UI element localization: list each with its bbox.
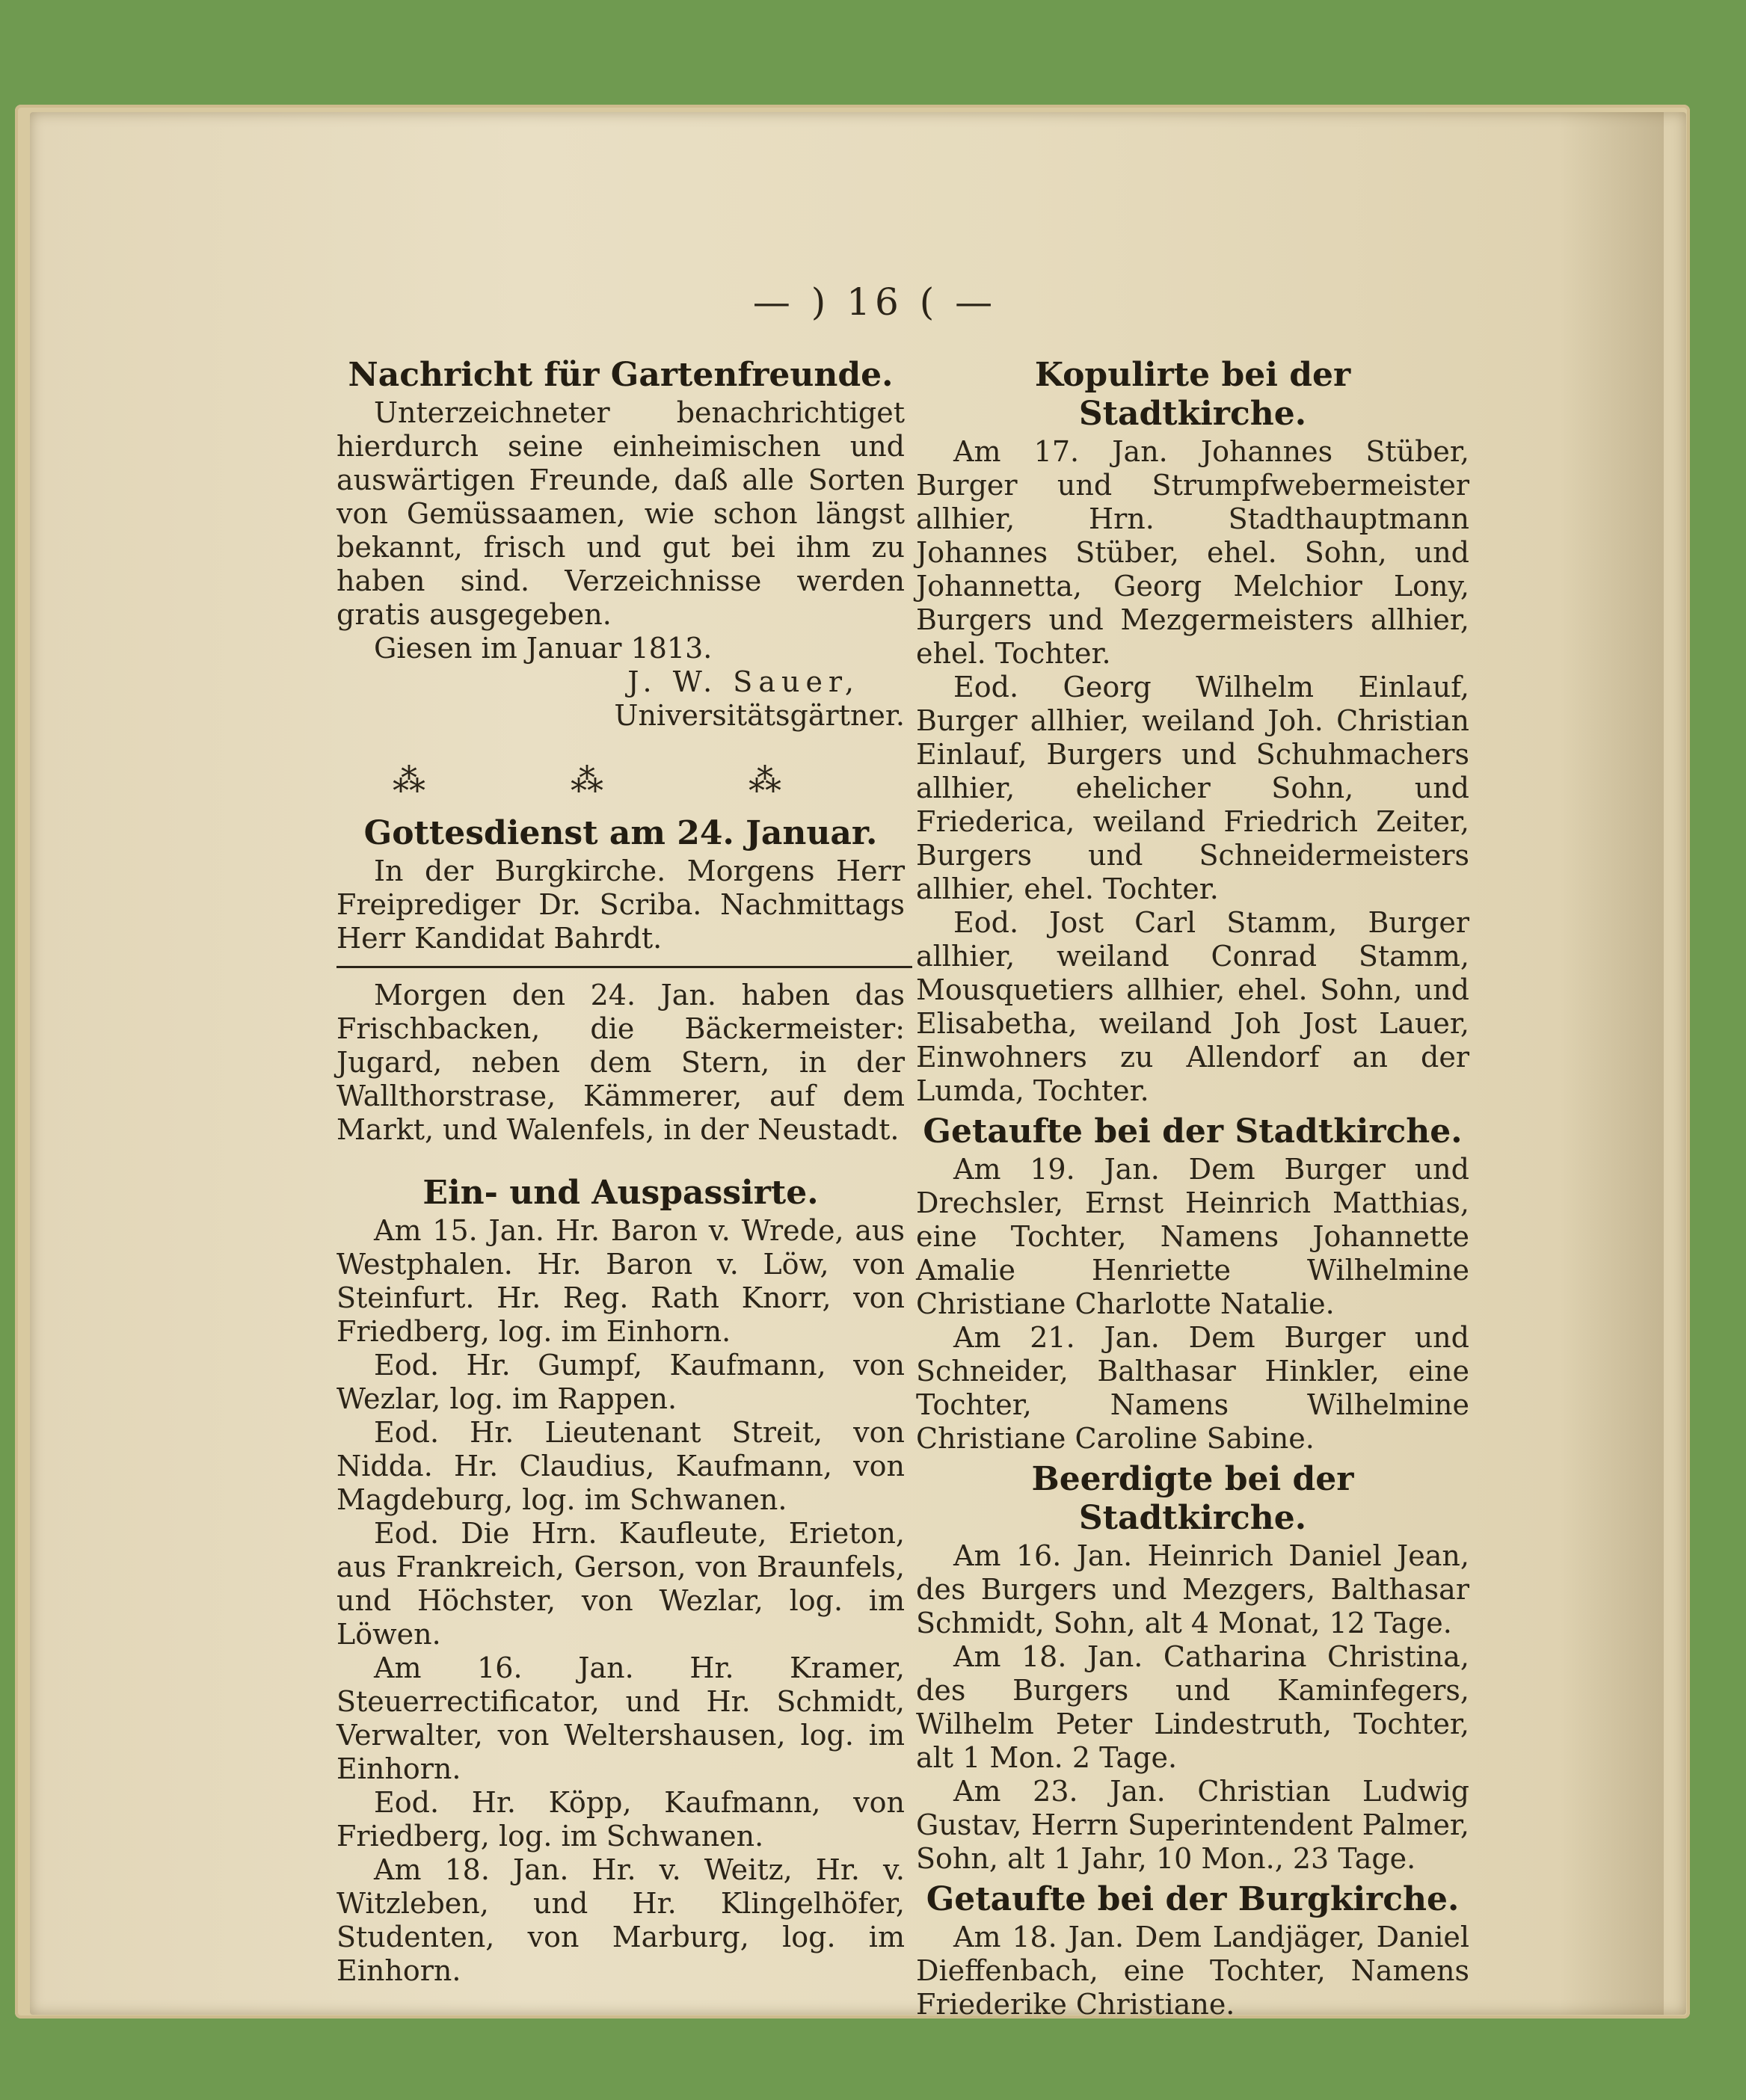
signature-title: Universitätsgärtner. [614,699,905,732]
travelers-entry: Am 18. Jan. Hr. v. Weitz, Hr. v. Witzleben, und Hr. Klingelhöfer, Studenten, von Marburg, log. im Einhorn. [336,1853,905,1987]
travelers-entry: Eod. Hr. Köpp, Kaufmann, von Friedberg, log. im Schwanen. [336,1786,905,1853]
ornament-divider: ⁂ ⁂ ⁂ [393,762,849,800]
garden-notice-text: Unterzeichneter benachrichtiget hierdurch seine einheimischen und auswärtigen Freunde, daß alle Sorten von Gemüssaamen, wie schon längst bekannt, frisch und gut bei ihm zu haben sind. Verzeichnisse werden gratis ausgegeben. [336,396,905,631]
travelers-entry: Am 15. Jan. Hr. Baron v. Wrede, aus Westphalen. Hr. Baron v. Löw, von Steinfurt. Hr. Reg. Rath Knorr, von Friedberg, log. im Einhorn. [336,1214,905,1348]
horizontal-rule [336,966,912,968]
travelers-entry: Am 16. Jan. Hr. Kramer, Steuerrectificator, und Hr. Schmidt, Verwalter, von Weltershausen, log. im Einhorn. [336,1651,905,1785]
married-heading: Kopulirte bei der Stadtkirche. [1034,356,1351,433]
baptized-city-entry: Am 19. Jan. Dem Burger und Drechsler, Ernst Heinrich Matthias, eine Tochter, Namens Johannette Amalie Henriette Wilhelmine Christiane Charlotte Natalie. [916,1153,1469,1320]
buried-heading: Beerdigte bei der Stadtkirche. [1031,1460,1354,1537]
buried-entry: Am 23. Jan. Christian Ludwig Gustav, Herrn Superintendent Palmer, Sohn, alt 1 Jahr, 10 Mon., 23 Tage. [916,1775,1469,1875]
buried-entry: Am 16. Jan. Heinrich Daniel Jean, des Burgers und Mezgers, Balthasar Schmidt, Sohn, alt 4 Monat, 12 Tage. [916,1539,1469,1639]
page-gutter-shadow [1559,112,1664,2015]
signature-name: J. W. Sauer, [627,665,860,698]
service-heading: Gottesdienst am 24. Januar. [363,814,878,852]
travelers-heading: Ein- und Auspassirte. [422,1174,819,1212]
baptized-castle-heading: Getaufte bei der Burgkirche. [926,1880,1460,1918]
garden-notice-place-date: Giesen im Januar 1813. [374,632,713,665]
travelers-entry: Eod. Die Hrn. Kaufleute, Erieton, aus Frankreich, Gerson, von Braunfels, und Höchster, von Wezlar, log. im Löwen. [336,1517,905,1651]
bakers-notice-text: Morgen den 24. Jan. haben das Frischbacken, die Bäckermeister: Jugard, neben dem Stern, in der Wallthorstrase, Kämmerer, auf dem Markt, und Walenfels, in der Neustadt. [336,979,905,1146]
baptized-castle-entry: Am 18. Jan. Dem Landjäger, Daniel Dieffenbach, eine Tochter, Namens Friederike Christiane. [916,1921,1469,2021]
married-entry: Am 17. Jan. Johannes Stüber, Burger und Strumpfwebermeister allhier, Hrn. Stadthauptmann Johannes Stüber, ehel. Sohn, und Johannetta, Georg Melchior Lony, Burgers und Mezgermeisters allhier, ehel. Tochter. [916,435,1469,670]
travelers-entry: Eod. Hr. Lieutenant Streit, von Nidda. Hr. Claudius, Kaufmann, von Magdeburg, log. im Schwanen. [336,1416,905,1516]
baptized-city-heading: Getaufte bei der Stadtkirche. [923,1112,1463,1151]
left-column [336,351,905,1988]
married-entry: Eod. Georg Wilhelm Einlauf, Burger allhier, weiland Joh. Christian Einlauf, Burgers und Schuhmachers allhier, ehelicher Sohn, und Friederica, weiland Friedrich Zeiter, Burgers und Schneidermeisters allhier, ehel. Tochter. [916,671,1469,905]
right-column [916,351,1469,2022]
garden-notice-heading: Nachricht für Gartenfreunde. [348,356,894,394]
travelers-entry: Eod. Hr. Gumpf, Kaufmann, von Wezlar, log. im Rappen. [336,1349,905,1415]
page-number: — ) 16 ( — [752,280,998,324]
married-entry: Eod. Jost Carl Stamm, Burger allhier, weiland Conrad Stamm, Mousquetiers allhier, ehel. Sohn, und Elisabetha, weiland Joh Jost Lauer, Einwohners zu Allendorf an der Lumda, Tochter. [916,906,1469,1107]
buried-entry: Am 18. Jan. Catharina Christina, des Burgers und Kaminfegers, Wilhelm Peter Lindestruth, Tochter, alt 1 Mon. 2 Tage. [916,1640,1469,1774]
garden-notice-signature [336,665,905,733]
spacer [336,1147,905,1169]
service-text: In der Burgkirche. Morgens Herr Freiprediger Dr. Scriba. Nachmittags Herr Kandidat Bahrdt. [336,855,905,955]
baptized-city-entry: Am 21. Jan. Dem Burger und Schneider, Balthasar Hinkler, eine Tochter, Namens Wilhelmine Christiane Caroline Sabine. [916,1321,1469,1455]
